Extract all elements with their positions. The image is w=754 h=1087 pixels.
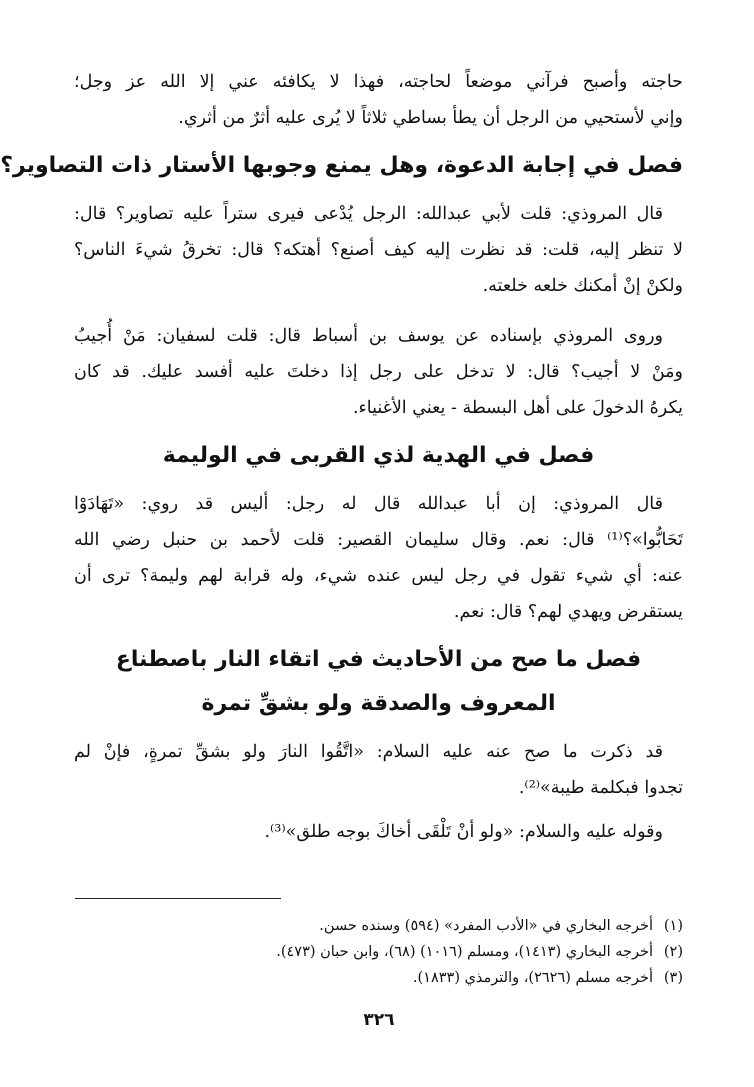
text-line: ولكنْ إنْ أمكنك خلعه خلعته. [482, 276, 683, 296]
footnotes [74, 913, 683, 991]
text-line: وروى المروذي بإسناده عن يوسف بن أسباط قال: قلت لسفيان: مَنْ أُجيبُ [74, 326, 663, 346]
footnote-divider [75, 898, 281, 899]
footnote-number: (٣) [663, 970, 683, 986]
text-line: تَحَابُّوا»؟⁽¹⁾ قال: نعم. وقال سليمان القصير: قلت لأحمد بن حنبل رضي الله [74, 530, 683, 550]
text-line: وإني لأستحيي من الرجل أن يطأ بساطي ثلاثاً لا يُرى عليه أثرٌ من أثري. [178, 108, 683, 128]
footnote-text: أخرجه مسلم (٢٦٢٦)، والترمذي (١٨٣٣). [412, 970, 653, 986]
footnote-number: (٢) [663, 944, 683, 960]
text-line: حاجته وأصبح فرآني موضعاً لحاجته، فهذا لا يكافئه عني إلا الله عز وجل؛ [74, 72, 683, 92]
text-line: وقوله عليه والسلام: «ولو أنْ تَلْقَى أخاكَ بوجه طلق»⁽³⁾. [264, 822, 663, 842]
section-heading: فصل في إجابة الدعوة، وهل يمنع وجوبها الأستار ذات التصاوير؟ [0, 153, 683, 178]
text-line: لا تنظر إليه، قلت: قد نظرت إليه كيف أصنع؟ أهتكه؟ قال: تخرقُ شيءَ الناس؟ [74, 240, 683, 260]
page-body [0, 64, 683, 850]
section-heading: فصل في الهدية لذي القربى في الوليمة [162, 443, 595, 468]
footnote-text: أخرجه البخاري في «الأدب المفرد» (٥٩٤) وسنده حسن. [319, 918, 653, 934]
footnote-text: أخرجه البخاري (١٤١٣)، ومسلم (١٠١٦) (٦٨)، وابن حبان (٤٧٣). [276, 944, 653, 960]
footnote [74, 965, 683, 991]
footnote [74, 939, 683, 965]
section-heading: فصل ما صح من الأحاديث في اتقاء النار باصطناع [115, 647, 642, 672]
footnote-number: (١) [663, 918, 683, 934]
text-line: تجدوا فبكلمة طيبة»⁽²⁾. [518, 778, 683, 798]
text-line: ومَنْ لا أجيب؟ قال: لا تدخل على رجل إذا دخلتَ عليه أفسد عليك. قد كان [74, 362, 683, 382]
text-line: يستقرض ويهدي لهم؟ قال: نعم. [453, 602, 683, 622]
footnote [74, 913, 683, 939]
text-line: قد ذكرت ما صح عنه عليه السلام: «اتَّقُوا النارَ ولو بشقِّ تمرةٍ، فإنْ لم [74, 742, 663, 762]
page-number: ٣٢٦ [363, 1010, 395, 1030]
text-line: يكرهُ الدخولَ على أهل البسطة - يعني الأغنياء. [352, 398, 683, 418]
text-line: قال المروذي: قلت لأبي عبدالله: الرجل يُدْعى فيرى ستراً عليه تصاوير؟ قال: [74, 204, 663, 224]
section-heading: المعروف والصدقة ولو بشقِّ تمرة [201, 691, 556, 716]
text-line: عنه: أي شيء تقول في رجل ليس عنده شيء، وله قرابة لهم وليمة؟ ترى أن [74, 566, 683, 586]
text-line: قال المروذي: إن أبا عبدالله قال له رجل: أليس قد روي: «تَهَادَوْا [74, 494, 663, 514]
